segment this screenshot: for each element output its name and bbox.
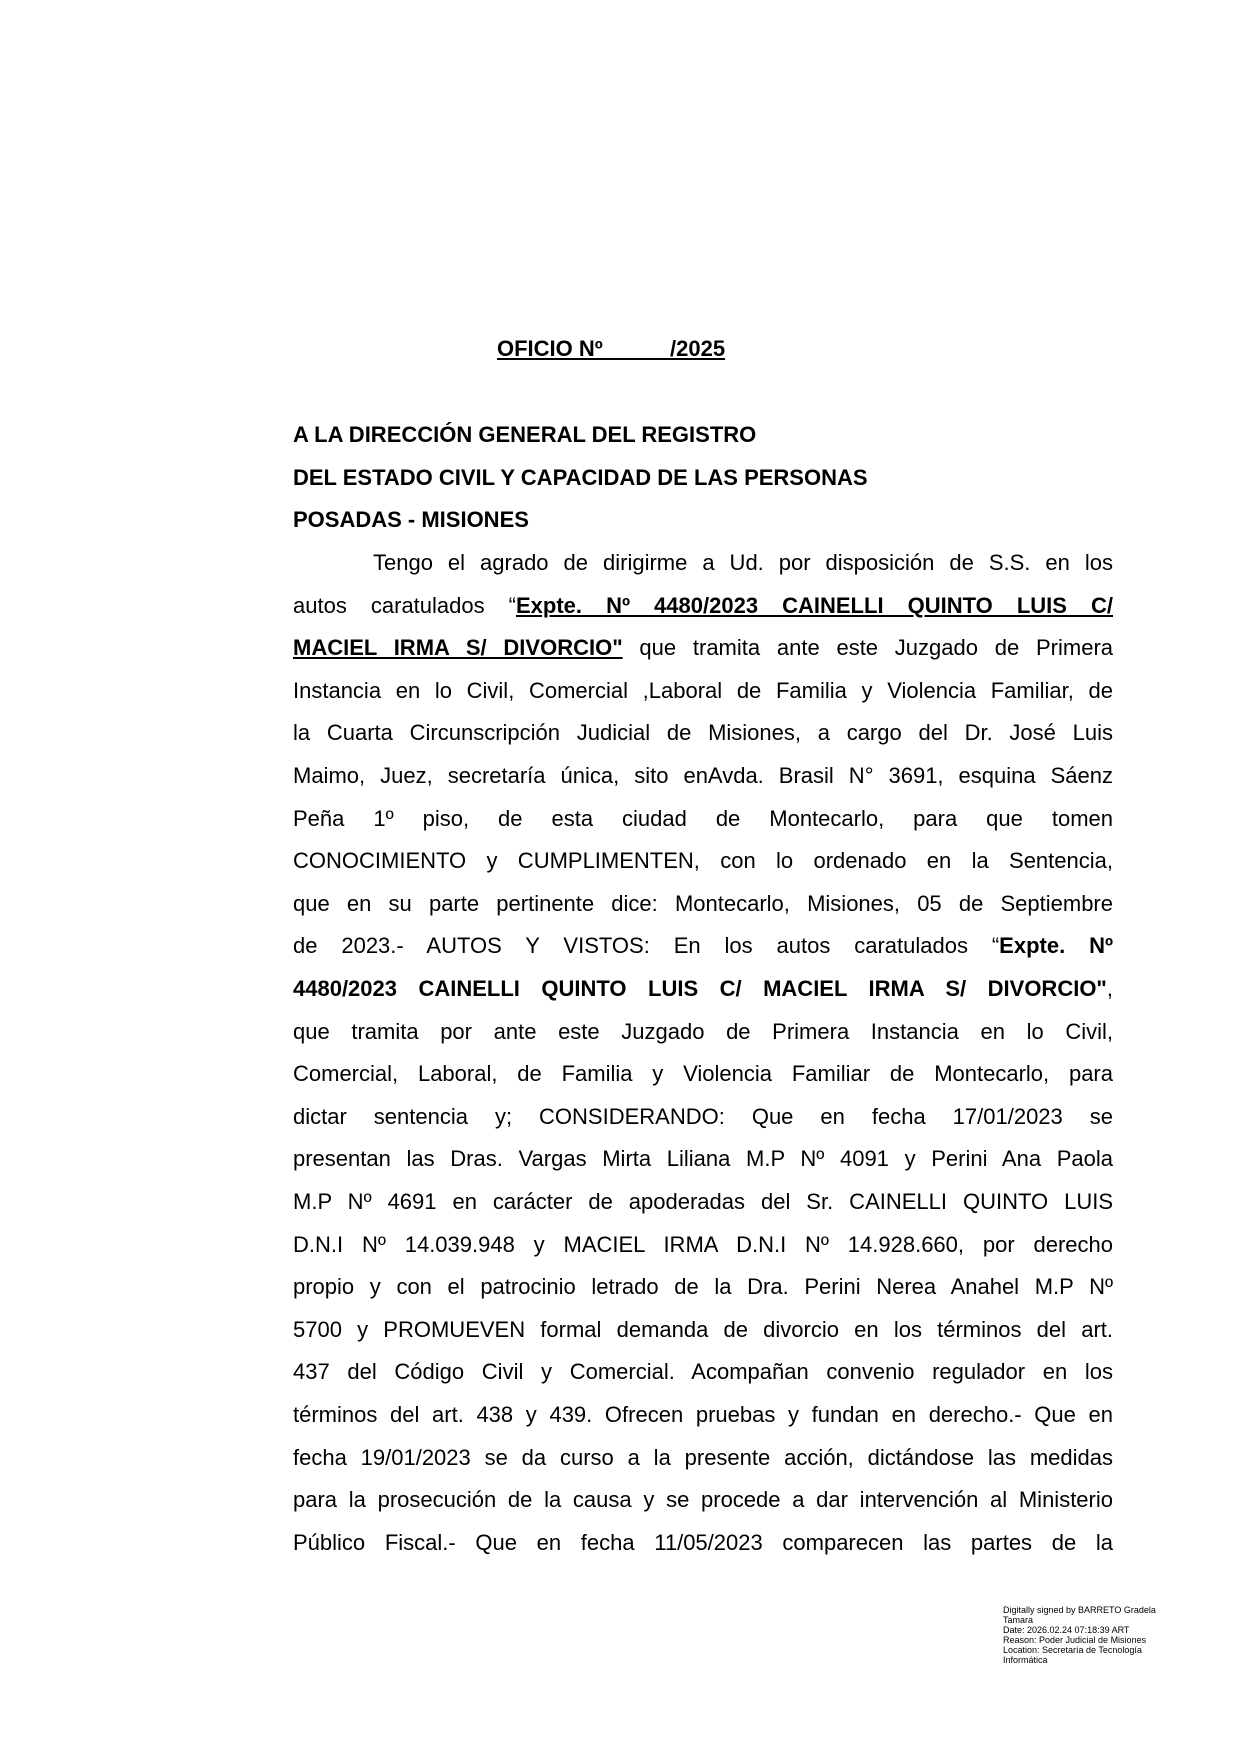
- body-line: [293, 806, 1113, 832]
- body-line: [293, 678, 1113, 704]
- signature-line: Date: 2026.02.24 07:18:39 ART: [1003, 1625, 1130, 1635]
- document-title: OFICIO Nº /2025: [497, 336, 726, 361]
- body-line: [293, 1061, 1113, 1087]
- case-reference: 4480/2023 CAINELLI QUINTO LUIS C/ MACIEL IRMA S/ DIVORCIO": [293, 976, 1107, 1001]
- body-text-run: de 2023.- AUTOS Y VISTOS: En los autos caratulados “: [293, 933, 1000, 959]
- body-line: [293, 933, 1113, 959]
- body-text-run: la Cuarta Circunscripción Judicial de Misiones, a cargo del Dr. José Luis: [293, 720, 1113, 746]
- body-line: [293, 1146, 1113, 1172]
- body-text-run: autos caratulados “: [293, 592, 516, 618]
- body-text-run: para la prosecución de la causa y se procede a dar intervención al Ministerio: [293, 1487, 1113, 1513]
- body-text-run: Público Fiscal.- Que en fecha 11/05/2023 comparecen las partes de la: [293, 1529, 1113, 1555]
- body-text-run: términos del art. 438 y 439. Ofrecen pruebas y fundan en derecho.- Que en: [293, 1402, 1113, 1427]
- case-reference: MACIEL IRMA S/ DIVORCIO": [293, 635, 623, 661]
- body-line: [293, 635, 1113, 661]
- body-text-run: D.N.I Nº 14.039.948 y MACIEL IRMA D.N.I Nº 14.928.660, por derecho: [293, 1231, 1113, 1257]
- body-line: [293, 976, 1113, 1002]
- body-line: [293, 1317, 1113, 1343]
- signature-line: Digitally signed by BARRETO Gradela: [1003, 1605, 1156, 1615]
- body-line: [293, 1019, 1113, 1045]
- case-reference: Expte. Nº: [999, 933, 1113, 959]
- case-reference: Expte. Nº 4480/2023 CAINELLI QUINTO LUIS C/: [516, 592, 1113, 618]
- body-line: [293, 720, 1113, 746]
- body-text-run: presentan las Dras. Vargas Mirta Liliana M.P Nº 4091 y Perini Ana Paola: [293, 1146, 1113, 1172]
- body-text-run: Instancia en lo Civil, Comercial ,Laboral de Familia y Violencia Familiar, de: [293, 677, 1113, 703]
- body-text-run: Peña 1º piso, de esta ciudad de Montecarlo, para que tomen: [293, 805, 1113, 831]
- signature-line: Location: Secretaría de Tecnología: [1003, 1645, 1142, 1655]
- body-text-run: que tramita por ante este Juzgado de Primera Instancia en lo Civil,: [293, 1018, 1113, 1044]
- body-text-run: que en su parte pertinente dice: Montecarlo, Misiones, 05 de Septiembre: [293, 890, 1113, 916]
- signature-line: Reason: Poder Judicial de Misiones: [1003, 1635, 1147, 1645]
- body-line: [293, 1232, 1113, 1258]
- digital-signature-stamp: [1003, 1605, 1156, 1665]
- body-line: [293, 763, 1113, 789]
- addressee-line: DEL ESTADO CIVIL Y CAPACIDAD DE LAS PERSONAS: [293, 465, 868, 490]
- body-line: [293, 1104, 1113, 1130]
- body-line: [293, 891, 1113, 917]
- body-line: [293, 1487, 1113, 1513]
- body-line: [293, 848, 1113, 874]
- body-line: [373, 550, 1113, 576]
- signature-line: Informática: [1003, 1655, 1048, 1665]
- body-text-run: CONOCIMIENTO y CUMPLIMENTEN, con lo ordenado en la Sentencia,: [293, 848, 1113, 874]
- body-line: [293, 1445, 1113, 1471]
- body-text-run: ,: [1106, 976, 1113, 1001]
- body-text-run: 5700 y PROMUEVEN formal demanda de divorcio en los términos del art.: [293, 1316, 1113, 1342]
- body-line: [293, 1402, 1113, 1428]
- body-text-run: 437 del Código Civil y Comercial. Acompañan convenio regulador en los: [293, 1359, 1113, 1385]
- addressee-line: POSADAS - MISIONES: [293, 507, 529, 532]
- body-line: [293, 1189, 1113, 1215]
- body-line: [293, 1530, 1113, 1556]
- addressee-line: A LA DIRECCIÓN GENERAL DEL REGISTRO: [293, 422, 757, 447]
- body-line: [293, 1359, 1113, 1385]
- signature-line: Tamara: [1003, 1615, 1034, 1625]
- body-text-run: Comercial, Laboral, de Familia y Violencia Familiar de Montecarlo, para: [293, 1061, 1113, 1087]
- body-text-run: Tengo el agrado de dirigirme a Ud. por disposición de S.S. en los: [373, 550, 1113, 575]
- body-text-run: M.P Nº 4691 en carácter de apoderadas del Sr. CAINELLI QUINTO LUIS: [293, 1189, 1113, 1214]
- body-line: [293, 593, 1113, 619]
- body-text-run: Maimo, Juez, secretaría única, sito enAvda. Brasil N° 3691, esquina Sáenz: [293, 763, 1113, 788]
- body-text-run: dictar sentencia y; CONSIDERANDO: Que en fecha 17/01/2023 se: [293, 1103, 1113, 1129]
- body-line: [293, 1274, 1113, 1300]
- body-text-run: que tramita ante este Juzgado de Primera: [622, 635, 1113, 661]
- body-text-run: fecha 19/01/2023 se da curso a la presente acción, dictándose las medidas: [293, 1444, 1113, 1470]
- body-text-run: propio y con el patrocinio letrado de la Dra. Perini Nerea Anahel M.P Nº: [293, 1274, 1113, 1300]
